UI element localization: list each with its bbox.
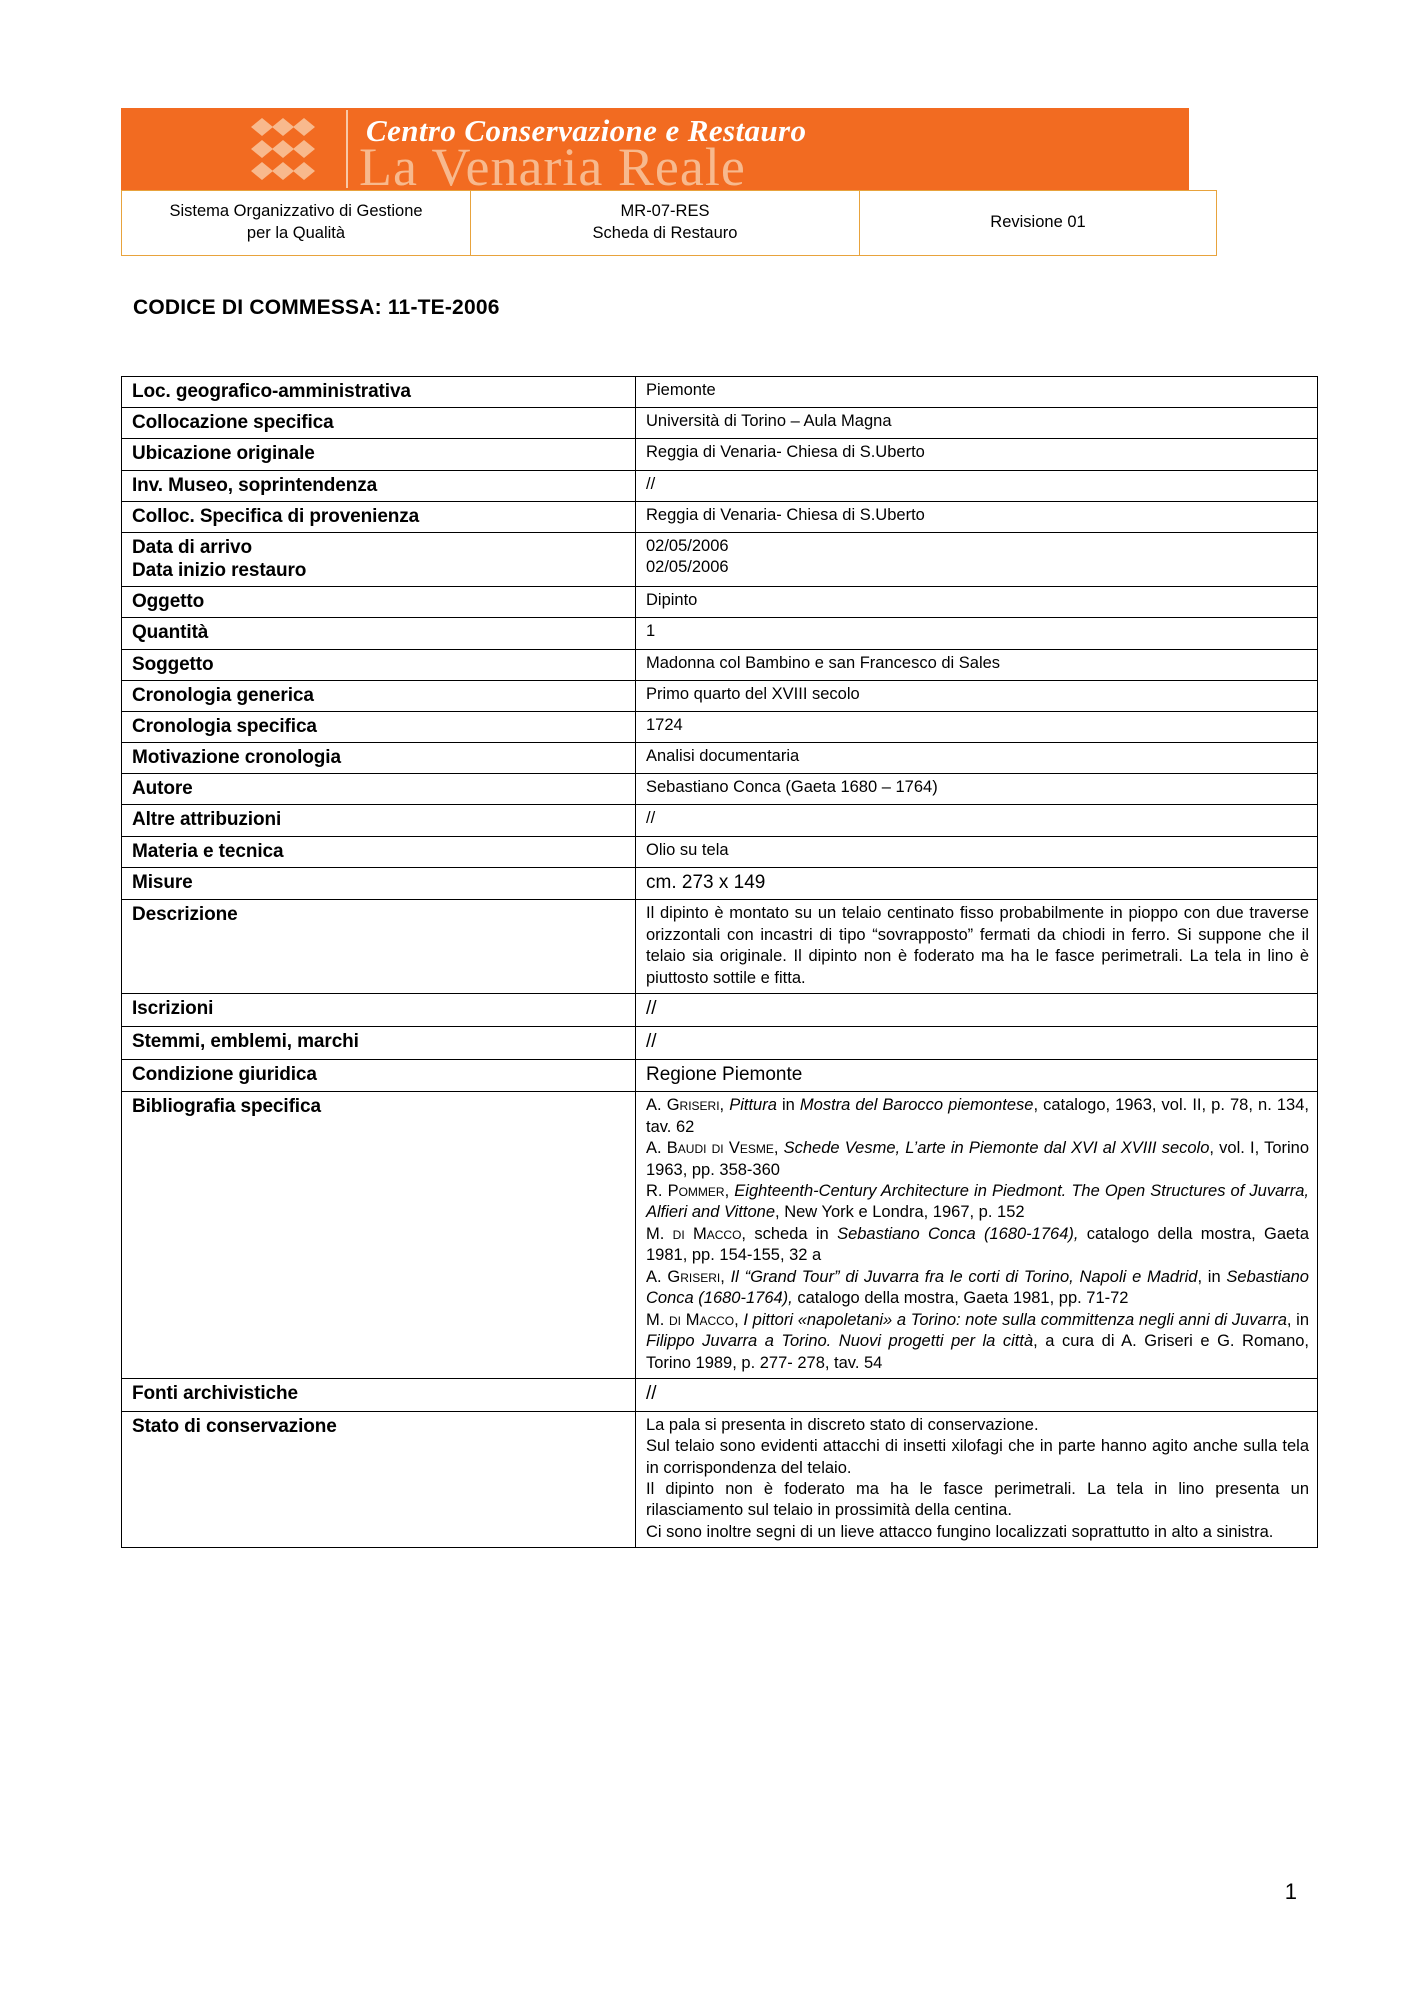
conservation-paragraph: Ci sono inoltre segni di un lieve attacco fungino localizzati soprattutto in alto a sinistra. — [646, 1522, 1274, 1541]
table-row — [122, 711, 1318, 742]
row-value: cm. 273 x 149 — [636, 867, 1318, 900]
header-doc-title: Scheda di Restauro — [592, 224, 738, 242]
header-cell-quality-system — [122, 191, 471, 256]
table-row-stato-conservazione — [122, 1411, 1318, 1548]
row-value: Reggia di Venaria- Chiesa di S.Uberto — [636, 439, 1318, 470]
table-row — [122, 470, 1318, 501]
table-row — [122, 994, 1318, 1027]
row-label: Oggetto — [122, 587, 636, 618]
row-label: Inv. Museo, soprintendenza — [122, 470, 636, 501]
table-row — [122, 1026, 1318, 1059]
table-row-dates — [122, 532, 1318, 586]
row-value: 1724 — [636, 711, 1318, 742]
page-title: CODICE DI COMMESSA: 11-TE-2006 — [133, 296, 500, 319]
document-header — [121, 108, 1189, 256]
row-value: 1 — [636, 618, 1318, 649]
table-row — [122, 774, 1318, 805]
row-label: Quantità — [122, 618, 636, 649]
table-row — [122, 743, 1318, 774]
table-row — [122, 408, 1318, 439]
bibliography-entry: M. di Macco, I pittori «napoletani» a Torino: note sulla committenza negli anni di Juvarra, in Filippo Juvarra a Torino. Nuovi progetti per la città, a cura di A. Griseri e G. Romano, Torino 1989, p. 277- 278, tav. 54 — [646, 1310, 1310, 1372]
row-label: Altre attribuzioni — [122, 805, 636, 836]
diamond-pattern-icon — [249, 116, 331, 184]
row-label: Loc. geografico-amministrativa — [122, 377, 636, 408]
row-label: Cronologia generica — [122, 680, 636, 711]
row-label: Soggetto — [122, 649, 636, 680]
row-value: // — [636, 994, 1318, 1027]
row-label-descrizione: Descrizione — [122, 900, 636, 994]
table-row — [122, 867, 1318, 900]
row-label: Autore — [122, 774, 636, 805]
row-value: Piemonte — [636, 377, 1318, 408]
table-row — [122, 587, 1318, 618]
restoration-record-table-wrap — [121, 376, 1310, 1548]
conservation-paragraph: Il dipinto non è foderato ma ha le fasce perimetrali. La tela in lino presenta un rilasciamento sul telaio in prossimità della centina. — [646, 1479, 1309, 1520]
bibliography-entry: A. Griseri, Pittura in Mostra del Barocco piemontese, catalogo, 1963, vol. II, p. 78, n. 134, tav. 62 — [646, 1096, 1309, 1136]
row-value: Madonna col Bambino e san Francesco di Sales — [636, 649, 1318, 680]
table-row — [122, 377, 1318, 408]
table-row — [122, 649, 1318, 680]
table-row — [122, 501, 1318, 532]
banner-title-secondary: La Venaria Reale — [359, 137, 746, 190]
row-value: Primo quarto del XVIII secolo — [636, 680, 1318, 711]
table-row — [122, 805, 1318, 836]
table-row — [122, 680, 1318, 711]
logo-banner — [121, 108, 1189, 190]
row-value: Dipinto — [636, 587, 1318, 618]
row-label: Iscrizioni — [122, 994, 636, 1027]
row-label: Condizione giuridica — [122, 1059, 636, 1092]
row-value: // — [636, 1378, 1318, 1411]
restoration-record-table — [121, 376, 1318, 1548]
bibliography-entry: R. Pommer, Eighteenth-Century Architecture in Piedmont. The Open Structures of Juvarra, Alfieri and Vittone, New York e Londra, 1967, p. 152 — [646, 1182, 1310, 1222]
table-row — [122, 618, 1318, 649]
row-value: Analisi documentaria — [636, 743, 1318, 774]
row-label: Ubicazione originale — [122, 439, 636, 470]
row-label-bibliografia: Bibliografia specifica — [122, 1092, 636, 1379]
row-value: Olio su tela — [636, 836, 1318, 867]
conservation-paragraph: La pala si presenta in discreto stato di conservazione. — [646, 1415, 1039, 1434]
row-value: Università di Torino – Aula Magna — [636, 408, 1318, 439]
row-value: Regione Piemonte — [636, 1059, 1318, 1092]
row-value-descrizione: Il dipinto è montato su un telaio centinato fisso probabilmente in pioppo con due traverse orizzontali con incastri di tipo “sovrapposto” fermati da chiodi in ferro. Si suppone che il telaio sia originale. Il dipinto non è foderato ma ha le fasce perimetrali. La tela in lino è piuttosto sottile e fitta. — [636, 900, 1318, 994]
row-value: Sebastiano Conca (Gaeta 1680 – 1764) — [636, 774, 1318, 805]
row-label-dates — [122, 532, 636, 586]
row-label: Colloc. Specifica di provenienza — [122, 501, 636, 532]
row-value-dates — [636, 532, 1318, 586]
header-quality-line2: per la Qualità — [246, 224, 346, 242]
row-label: Misure — [122, 867, 636, 900]
header-cell-document-code — [471, 191, 860, 256]
page-number: 1 — [1284, 1879, 1297, 1904]
row-label: Cronologia specifica — [122, 711, 636, 742]
header-table-row — [122, 191, 1217, 256]
header-info-table — [121, 190, 1217, 256]
row-value-stato-conservazione — [636, 1411, 1318, 1548]
row-value: // — [636, 1026, 1318, 1059]
value-data-arrivo: 02/05/2006 — [646, 536, 729, 555]
row-label: Stemmi, emblemi, marchi — [122, 1026, 636, 1059]
banner-title-primary: Centro Conservazione e Restauro — [366, 113, 807, 148]
bibliography-entry: M. di Macco, scheda in Sebastiano Conca (1680-1764), catalogo della mostra, Gaeta 1981, pp. 154-155, 32 a — [646, 1224, 1309, 1265]
table-row — [122, 836, 1318, 867]
row-value: // — [636, 470, 1318, 501]
row-value: // — [636, 805, 1318, 836]
row-value-bibliografia — [636, 1092, 1318, 1379]
bibliography-entry: A. Baudi di Vesme, Schede Vesme, L’arte in Piemonte dal XVI al XVIII secolo, vol. I, Torino 1963, pp. 358-360 — [646, 1139, 1310, 1179]
header-doc-code: MR-07-RES — [620, 201, 710, 220]
conservation-paragraph: Sul telaio sono evidenti attacchi di insetti xilofagi che in parte hanno agito anche sulla tela in corrispondenza del telaio. — [646, 1437, 1309, 1477]
row-label-stato-conservazione: Stato di conservazione — [122, 1411, 636, 1548]
header-quality-line1: Sistema Organizzativo di Gestione — [169, 201, 423, 220]
value-data-inizio-restauro: 02/05/2006 — [646, 558, 729, 577]
banner-divider — [346, 110, 348, 188]
row-label: Fonti archivistiche — [122, 1378, 636, 1411]
table-row — [122, 439, 1318, 470]
header-cell-revision: Revisione 01 — [860, 191, 1217, 256]
table-row — [122, 1378, 1318, 1411]
row-label: Materia e tecnica — [122, 836, 636, 867]
bibliography-entry: A. Griseri, Il “Grand Tour” di Juvarra fra le corti di Torino, Napoli e Madrid, in Sebastiano Conca (1680-1764), catalogo della mostra, Gaeta 1981, pp. 71-72 — [646, 1267, 1309, 1308]
table-row-bibliografia — [122, 1092, 1318, 1379]
table-row — [122, 1059, 1318, 1092]
row-value: Reggia di Venaria- Chiesa di S.Uberto — [636, 501, 1318, 532]
label-data-arrivo: Data di arrivo — [132, 536, 253, 558]
row-label: Motivazione cronologia — [122, 743, 636, 774]
row-label: Collocazione specifica — [122, 408, 636, 439]
label-data-inizio-restauro: Data inizio restauro — [132, 560, 307, 582]
table-row-descrizione — [122, 900, 1318, 994]
